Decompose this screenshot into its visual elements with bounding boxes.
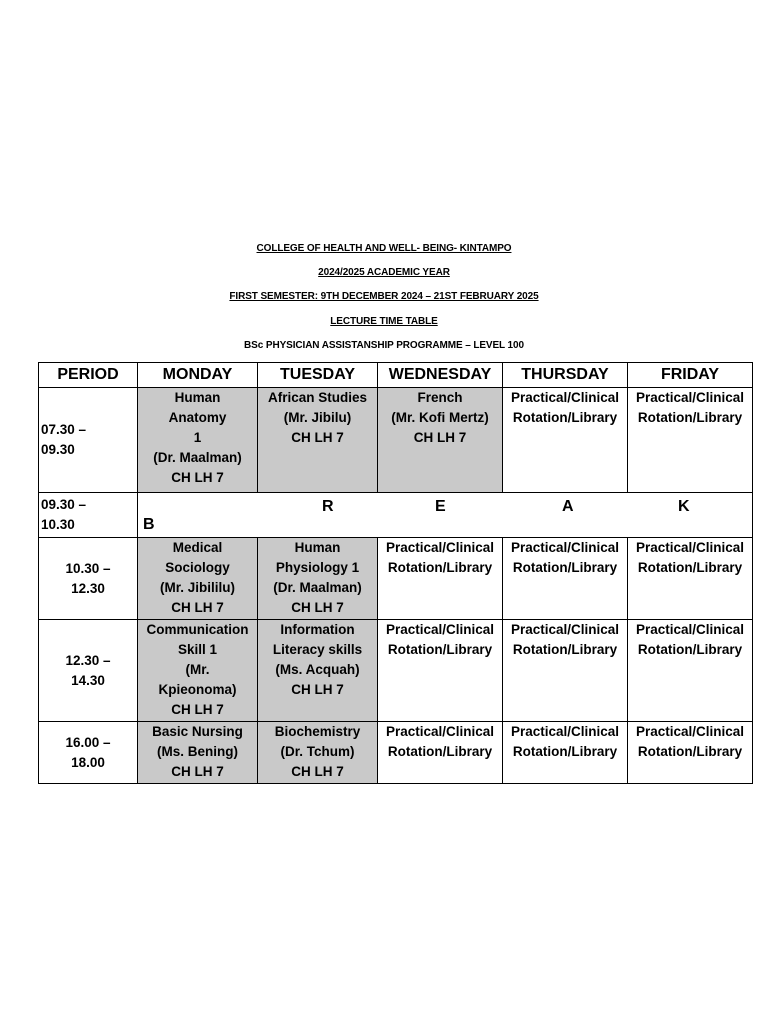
rotation-cell: Practical/Clinical Rotation/Library [378, 620, 503, 722]
break-row [39, 493, 753, 538]
period-cell: 16.00 – 18.00 [39, 722, 138, 784]
lecture-cell: African Studies (Mr. Jibilu) CH LH 7 [258, 388, 378, 493]
rotation-cell: Practical/Clinical Rotation/Library [628, 538, 753, 620]
period-cell: 12.30 – 14.30 [39, 620, 138, 722]
rotation-cell: Practical/Clinical Rotation/Library [378, 722, 503, 784]
table-row [39, 388, 753, 493]
lecture-cell: Medical Sociology (Mr. Jibililu) CH LH 7 [138, 538, 258, 620]
lecture-cell: Information Literacy skills (Ms. Acquah) CH LH 7 [258, 620, 378, 722]
col-tuesday: TUESDAY [258, 363, 378, 388]
period-cell: 09.30 – 10.30 [39, 493, 138, 538]
rotation-cell: Practical/Clinical Rotation/Library [378, 538, 503, 620]
lecture-cell: Basic Nursing (Ms. Bening) CH LH 7 [138, 722, 258, 784]
rotation-cell: Practical/Clinical Rotation/Library [503, 620, 628, 722]
break-letter: B [143, 516, 155, 533]
academic-year: 2024/2025 ACADEMIC YEAR [318, 267, 450, 278]
lecture-cell: Biochemistry (Dr. Tchum) CH LH 7 [258, 722, 378, 784]
document-title: LECTURE TIME TABLE [330, 316, 438, 327]
col-wednesday: WEDNESDAY [378, 363, 503, 388]
period-cell: 10.30 – 12.30 [39, 538, 138, 620]
break-letter: A [562, 498, 574, 515]
lecture-cell: French (Mr. Kofi Mertz) CH LH 7 [378, 388, 503, 493]
header-row [39, 363, 753, 388]
table-row [39, 722, 753, 784]
break-letter: R [322, 498, 334, 515]
lecture-cell: Human Anatomy 1 (Dr. Maalman) CH LH 7 [138, 388, 258, 493]
break-letter: E [435, 498, 446, 515]
period-cell: 07.30 – 09.30 [39, 388, 138, 493]
rotation-cell: Practical/Clinical Rotation/Library [503, 388, 628, 493]
lecture-cell: Communication Skill 1 (Mr. Kpieonoma) CH LH 7 [138, 620, 258, 722]
rotation-cell: Practical/Clinical Rotation/Library [628, 620, 753, 722]
rotation-cell: Practical/Clinical Rotation/Library [503, 538, 628, 620]
timetable [38, 362, 753, 784]
table-row [39, 620, 753, 722]
programme-title: BSc PHYSICIAN ASSISTANSHIP PROGRAMME – LEVEL 100 [244, 340, 524, 351]
col-period: PERIOD [39, 363, 138, 388]
break-cell [138, 493, 753, 538]
break-letter: K [678, 498, 690, 515]
table-row [39, 538, 753, 620]
rotation-cell: Practical/Clinical Rotation/Library [503, 722, 628, 784]
col-friday: FRIDAY [628, 363, 753, 388]
col-thursday: THURSDAY [503, 363, 628, 388]
rotation-cell: Practical/Clinical Rotation/Library [628, 388, 753, 493]
lecture-cell: Human Physiology 1 (Dr. Maalman) CH LH 7 [258, 538, 378, 620]
college-title: COLLEGE OF HEALTH AND WELL- BEING- KINTAMPO [256, 243, 512, 254]
semester-dates: FIRST SEMESTER: 9TH DECEMBER 2024 – 21ST FEBRUARY 2025 [229, 291, 539, 302]
col-monday: MONDAY [138, 363, 258, 388]
rotation-cell: Practical/Clinical Rotation/Library [628, 722, 753, 784]
